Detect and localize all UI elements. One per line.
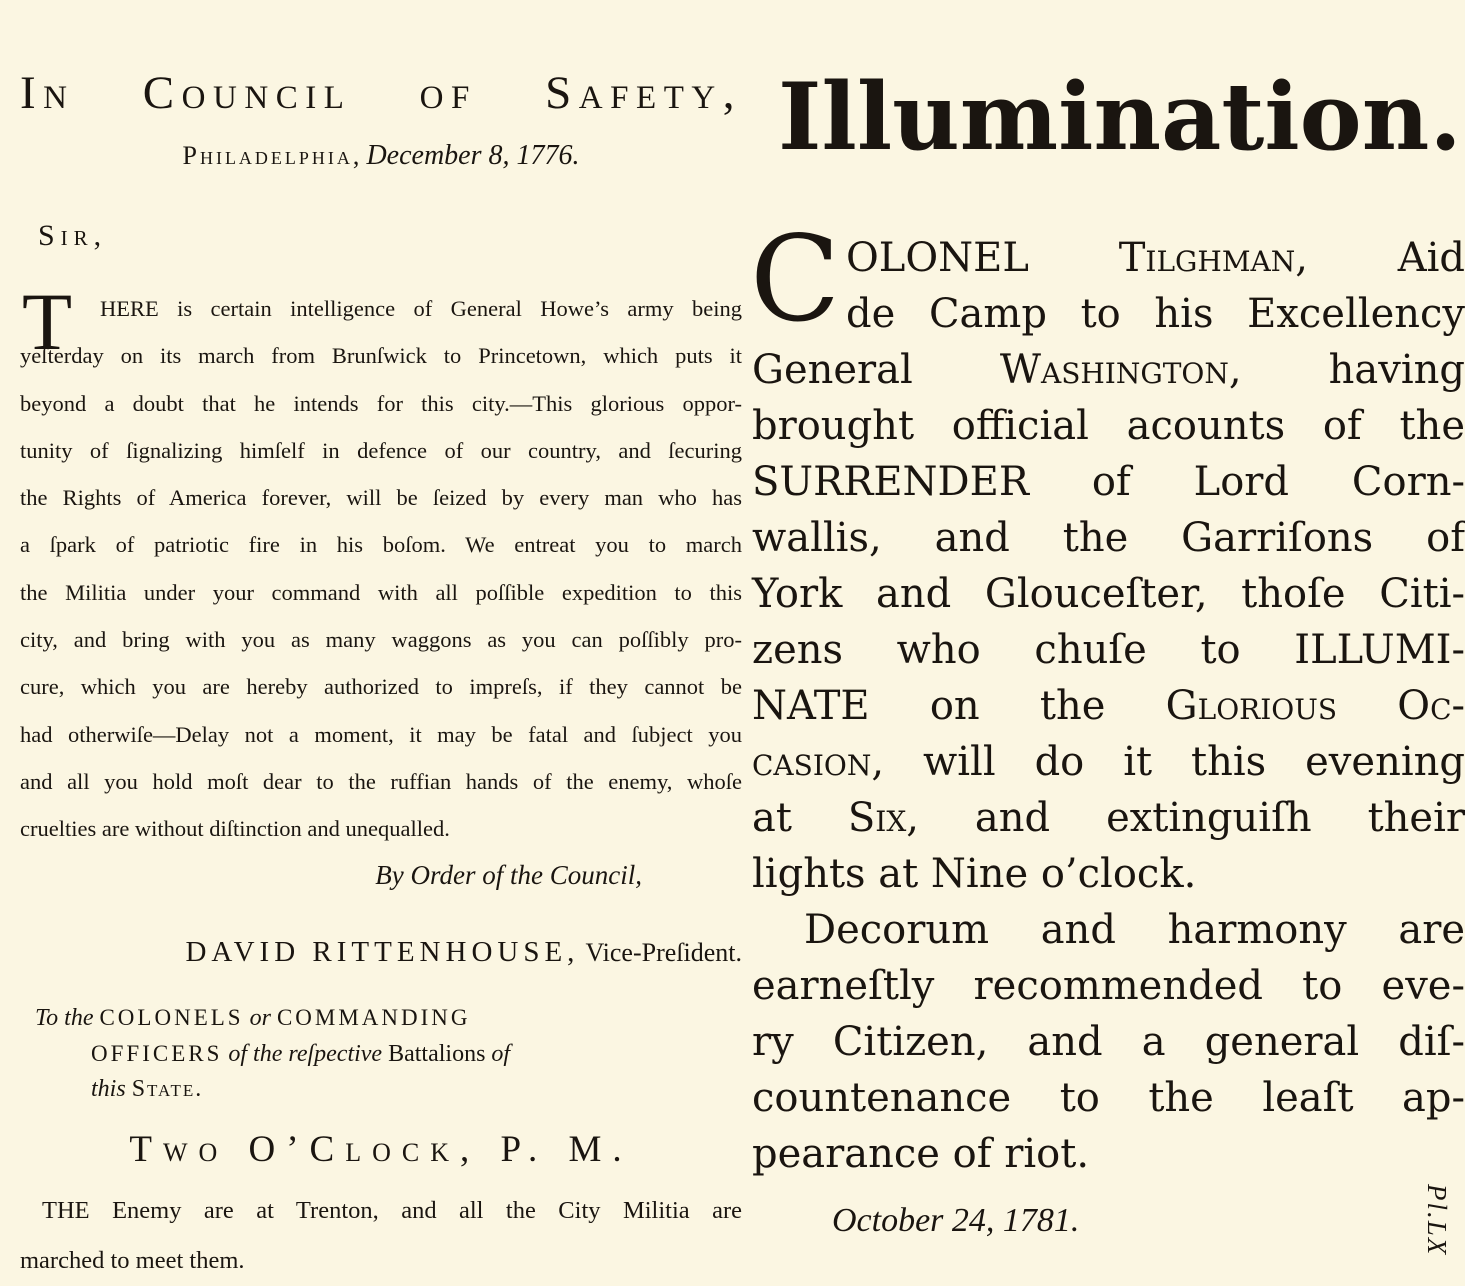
text-line [752, 678, 1465, 734]
address-caps: COMMANDING [276, 1005, 471, 1030]
text-line: beyond a doubt that he intends for this city.—This glorious oppor- [20, 390, 742, 416]
council-date: December 8, 1776. [366, 140, 580, 171]
text-line: ry Citizen, and a general diſ- [752, 1019, 1465, 1065]
salutation: Sir, [38, 219, 108, 252]
text-segment: at [752, 795, 792, 841]
plate-number: Pl.LX [1422, 1184, 1452, 1257]
address-smallcaps: State. [131, 1076, 204, 1102]
text-line: the Militia under your command with all poſſible expedition to this [20, 579, 742, 605]
text-segment-smallcaps: Glorious Oc- [1165, 683, 1465, 729]
text-line: city, and bring with you as many waggons as you can poſſibly pro- [20, 627, 742, 653]
text-line: HERE is certain intelligence of General Howe’s army being [100, 296, 742, 321]
text-segment-smallcaps: Six, [847, 795, 919, 841]
drop-cap-t: T [22, 276, 73, 367]
text-segment-smallcaps: Tilghman, [1118, 235, 1308, 281]
text-line: zens who chuſe to ILLUMI- [752, 627, 1465, 673]
signer-title: Vice-Preſident. [585, 938, 742, 967]
illumination-body [750, 210, 1465, 1182]
text-segment: OLONEL [846, 235, 1029, 281]
text-line: SURRENDER of Lord Corn- [752, 459, 1465, 505]
text-line: the Rights of America forever, will be ſeized by every man who has [20, 485, 742, 511]
address-caps: COLONELS [99, 1005, 244, 1030]
text-line: cure, which you are hereby authorized to impreſs, if they cannot be [20, 674, 742, 700]
text-line [35, 1072, 735, 1107]
text-line [35, 1000, 735, 1036]
text-line: a ſpark of patriotic fire in his boſom. We entreat you to march [20, 532, 742, 558]
address-italic: this [91, 1076, 126, 1102]
council-place: Philadelphia, [182, 141, 363, 170]
text-line: marched to meet them. [20, 1247, 245, 1274]
text-segment: NATE on the [752, 683, 1106, 729]
illumination-title: Illumination. [778, 62, 1462, 171]
text-segment: having [1328, 347, 1465, 393]
text-segment: General [752, 347, 913, 393]
text-segment-smallcaps: casion, [752, 739, 885, 785]
text-segment-smallcaps: Washington, [999, 347, 1242, 393]
text-line: had otherwiſe—Delay not a moment, it may be fatal and ſubject you [20, 721, 742, 747]
text-line: earneſtly recommended to eve- [752, 963, 1465, 1009]
text-line: pearance of riot. [752, 1131, 1090, 1177]
illumination-date: October 24, 1781. [832, 1202, 1080, 1239]
text-segment: will do it this evening [923, 739, 1465, 785]
text-line [35, 1036, 735, 1072]
by-order-line: By Order of the Council, [375, 860, 642, 890]
council-letter-body [20, 276, 742, 853]
address-italic: or [249, 1005, 271, 1031]
address-roman: Battalions [388, 1041, 486, 1067]
closing-note [20, 1186, 742, 1286]
council-masthead: In Council of Safety, [20, 67, 742, 119]
text-line [752, 790, 1465, 846]
signer-name: DAVID RITTENHOUSE, [185, 936, 580, 968]
text-line: THE Enemy are at Trenton, and all the City Militia are [42, 1197, 742, 1224]
address-caps: OFFICERS [91, 1041, 223, 1066]
text-line: cruelties are without diſtinction and unequalled. [20, 816, 450, 842]
signature-line [20, 936, 742, 969]
text-line: tunity of ſignalizing himſelf in defence of our country, and ſecuring [20, 437, 742, 463]
text-line: wallis, and the Garriſons of [752, 515, 1465, 561]
text-line: brought official acounts of the [752, 403, 1465, 449]
text-line: lights at Nine o’clock. [752, 851, 1197, 897]
text-line [752, 230, 1465, 286]
address-block [35, 1000, 735, 1107]
address-italic: of the reſpective [228, 1041, 383, 1067]
council-dateline [20, 140, 742, 172]
text-segment: Aid [1397, 235, 1465, 281]
text-line: York and Glouceſter, thoſe Citi- [752, 571, 1465, 617]
address-italic: of [491, 1041, 511, 1067]
text-line: de Camp to his Excellency [846, 291, 1465, 337]
time-heading: Two O’Clock, P. M. [129, 1129, 633, 1170]
address-italic: To the [35, 1005, 94, 1031]
text-line: countenance to the leaſt ap- [752, 1075, 1465, 1121]
text-line: Decorum and harmony are [804, 907, 1465, 953]
text-line: yeſterday on its march from Brunſwick to Princetown, which puts it [20, 343, 742, 369]
text-segment: and extinguiſh their [974, 795, 1465, 841]
text-line [752, 734, 1465, 790]
text-line [752, 342, 1465, 398]
text-line: and all you hold moſt dear to the ruffian hands of the enemy, whoſe [20, 768, 742, 794]
drop-cap-c: C [750, 210, 841, 348]
